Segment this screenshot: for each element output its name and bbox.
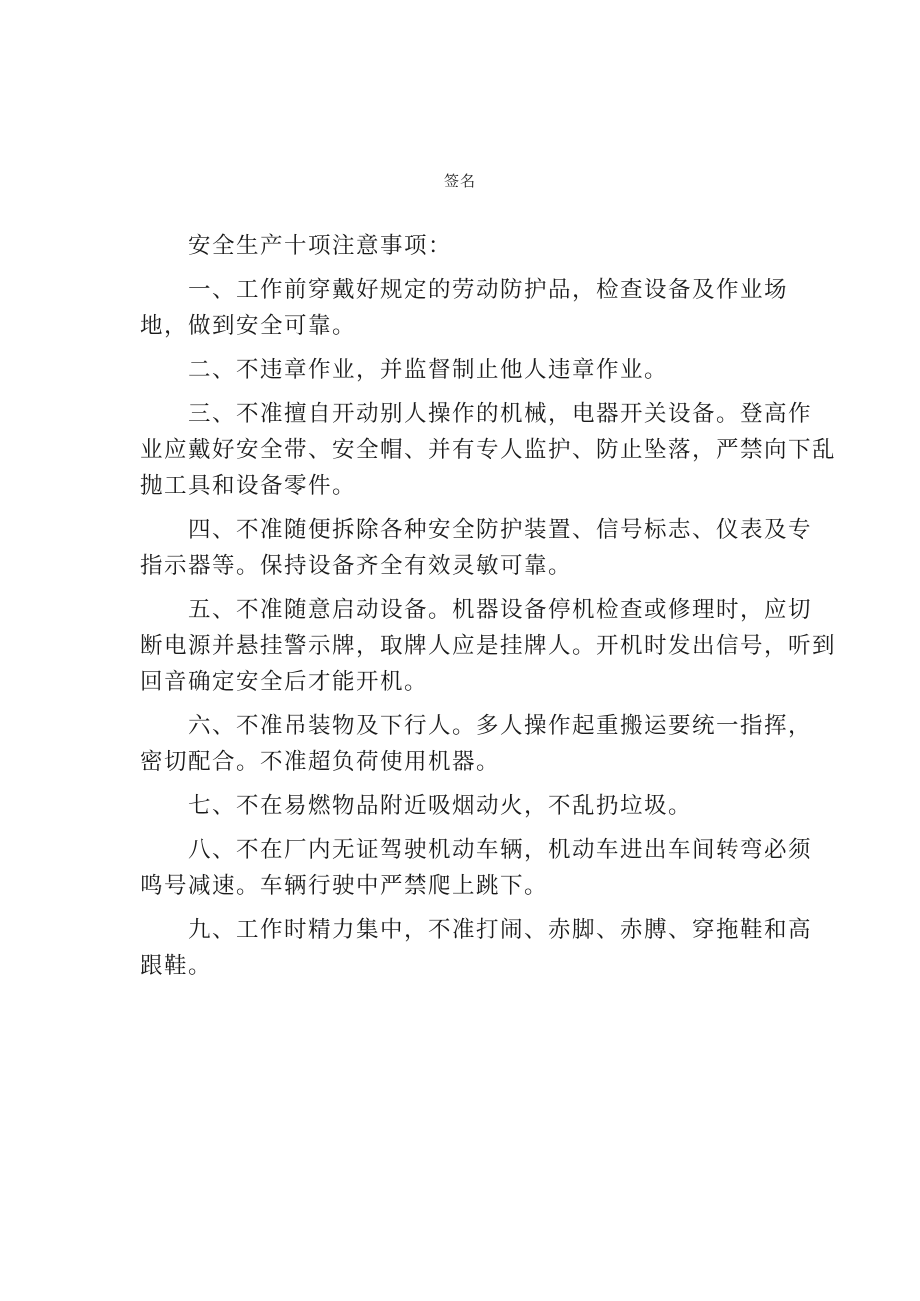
list-item-line: 业应戴好安全带、安全帽、并有专人监护、防止坠落，严禁向下乱 <box>140 437 837 463</box>
rules-list <box>140 272 837 984</box>
section-heading: 安全生产十项注意事项： <box>188 233 453 259</box>
list-item-line: 一、工作前穿戴好规定的劳动防护品，检查设备及作业场 <box>188 277 789 303</box>
list-item-line: 九、工作时精力集中，不准打闹、赤脚、赤膊、穿拖鞋和高 <box>188 917 813 943</box>
list-item-line: 地，做到安全可靠。 <box>140 313 357 339</box>
list-item <box>140 352 816 388</box>
list-item-line: 鸣号减速。车辆行驶中严禁爬上跳下。 <box>140 873 549 899</box>
list-item <box>140 832 816 904</box>
list-item-line: 四、不准随便拆除各种安全防护装置、信号标志、仪表及专 <box>188 517 813 543</box>
list-item <box>140 592 837 700</box>
list-item <box>140 272 816 344</box>
list-item-line: 六、不准吊装物及下行人。多人操作起重搬运要统一指挥， <box>188 713 813 739</box>
list-item-line: 三、不准擅自开动别人操作的机械，电器开关设备。登高作 <box>188 401 813 427</box>
list-item-line: 八、不在厂内无证驾驶机动车辆，机动车进出车间转弯必须 <box>188 837 813 863</box>
list-item-line: 回音确定安全后才能开机。 <box>140 669 429 695</box>
list-item <box>140 708 816 780</box>
list-item <box>140 788 816 824</box>
document-body <box>140 228 837 992</box>
list-item-line: 指示器等。保持设备齐全有效灵敏可靠。 <box>140 553 573 579</box>
list-item <box>140 512 816 584</box>
signature-label: 签名 <box>443 172 476 190</box>
list-item-line: 跟鞋。 <box>140 953 213 979</box>
list-item-line: 七、不在易燃物品附近吸烟动火，不乱扔垃圾。 <box>188 793 693 819</box>
list-item-line: 抛工具和设备零件。 <box>140 473 357 499</box>
list-item-line: 断电源并悬挂警示牌，取牌人应是挂牌人。开机时发出信号，听到 <box>140 633 837 659</box>
list-item <box>140 912 816 984</box>
list-item <box>140 396 837 504</box>
list-item-line: 五、不准随意启动设备。机器设备停机检查或修理时，应切 <box>188 597 813 623</box>
list-item-line: 二、不违章作业，并监督制止他人违章作业。 <box>188 357 669 383</box>
list-item-line: 密切配合。不准超负荷使用机器。 <box>140 749 501 775</box>
